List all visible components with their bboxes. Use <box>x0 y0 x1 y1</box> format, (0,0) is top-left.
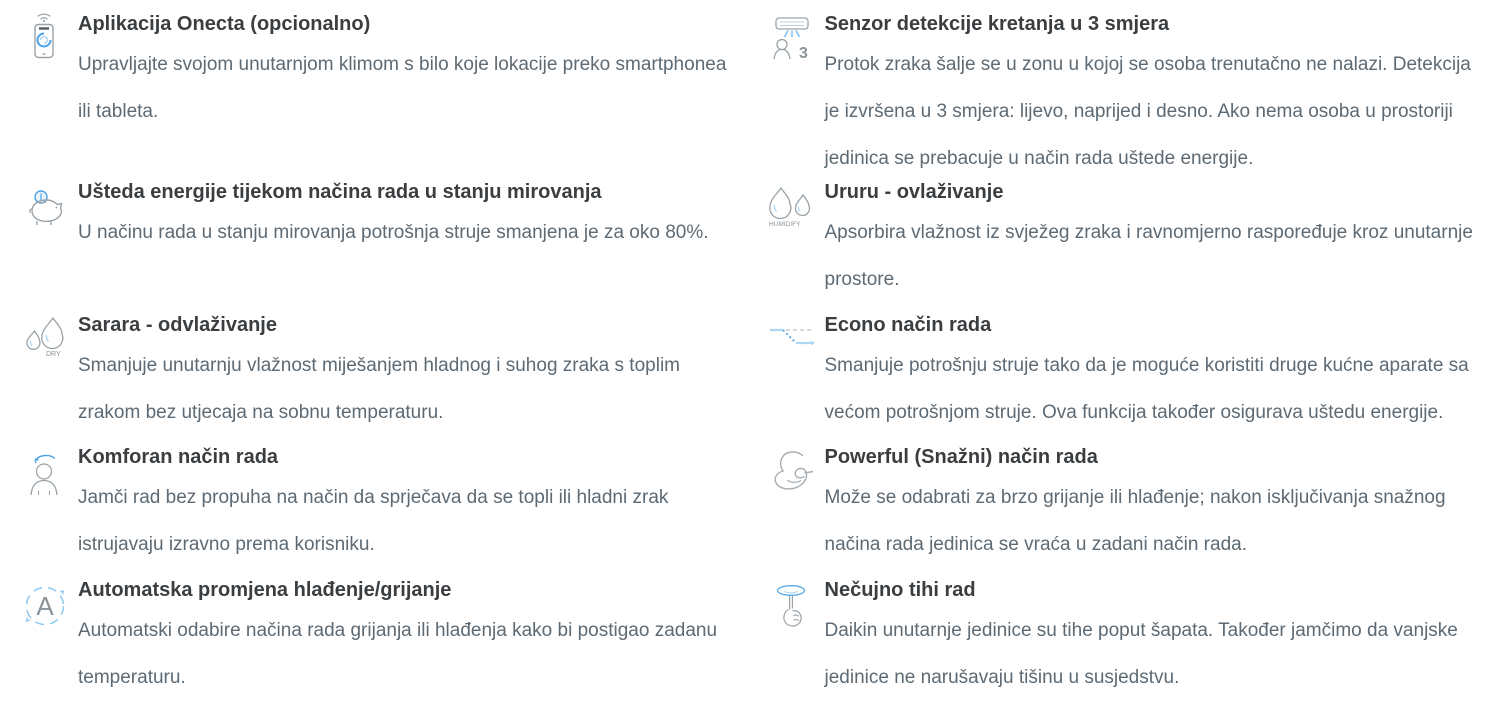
feature-title: Aplikacija Onecta (opcionalno) <box>78 13 371 35</box>
feature-item-econo <box>767 313 1488 445</box>
feature-description: Smanjuje unutarnju vlažnost miješanjem hladnog i suhog zraka s toplim zrakom bez utjecaja na sobnu temperaturu. <box>78 355 680 423</box>
feature-description: Apsorbira vlažnost iz svježeg zraka i ravnomjerno raspoređuje kroz unutarnje prostore. <box>824 222 1473 290</box>
feature-item-motion-sensor <box>767 12 1488 180</box>
dry-drops-icon <box>20 313 78 368</box>
feature-item-auto-changeover <box>20 578 741 701</box>
feature-description: Protok zraka šalje se u zonu u kojoj se osoba trenutačno ne nalazi. Detekcija je izvršena u 3 smjera: lijevo, naprijed i desno. Ako nema osoba u prostoriji jedinica se prebacuje u način rada uštede energije. <box>824 54 1471 169</box>
humidify-drops-icon <box>767 180 825 235</box>
feature-title: Ušteda energije tijekom načina rada u stanju mirovanja <box>78 181 602 203</box>
feature-description: Jamči rad bez propuha na način da sprječava da se topli ili hladni zrak istrujavaju izravno prema korisniku. <box>78 487 669 555</box>
feature-description: Smanjuje potrošnju struje tako da je moguće koristiti druge kućne aparate sa većom potrošnjom struje. Ova funkcija također osigurava uštedu energije. <box>824 355 1469 423</box>
feature-title: Nečujno tihi rad <box>824 579 976 601</box>
econo-graph-icon <box>767 313 825 366</box>
feature-description: Automatski odabire načina rada grijanja ili hlađenja kako bi postigao zadanu temperaturu. <box>78 620 718 688</box>
comfort-person-icon <box>20 445 78 502</box>
feature-title: Powerful (Snažni) način rada <box>824 446 1098 468</box>
feature-item-sarara <box>20 313 741 445</box>
feature-item-quiet <box>767 578 1488 701</box>
feature-item-standby-saving <box>20 180 741 313</box>
feature-title: Econo način rada <box>824 314 992 336</box>
feature-item-powerful <box>767 445 1488 578</box>
quiet-hand-icon <box>767 578 825 639</box>
powerful-arm-icon <box>767 445 825 502</box>
feature-item-onecta <box>20 12 741 180</box>
smartphone-wifi-icon <box>20 12 78 69</box>
feature-description: Može se odabrati za brzo grijanje ili hlađenje; nakon isključivanja snažnog načina rada jedinica se vraća u zadani način rada. <box>824 487 1446 555</box>
feature-title: Sarara - odvlaživanje <box>78 314 277 336</box>
motion-sensor-icon <box>767 12 825 69</box>
auto-letter-label: A <box>36 591 54 621</box>
feature-title: Senzor detekcije kretanja u 3 smjera <box>824 13 1170 35</box>
feature-description: Upravljajte svojom unutarnjom klimom s bilo koje lokacije preko smartphonea ili tableta. <box>78 54 727 122</box>
feature-item-comfort <box>20 445 741 578</box>
feature-item-ururu <box>767 180 1488 313</box>
piggy-bank-icon <box>20 180 78 233</box>
feature-description: Daikin unutarnje jedinice su tihe poput šapata. Također jamčimo da vanjske jedinice ne narušavaju tišinu u susjedstvu. <box>824 620 1458 688</box>
feature-title: Automatska promjena hlađenje/grijanje <box>78 579 452 601</box>
humidify-label: HUMIDIFY <box>768 221 800 228</box>
sensor-count-label: 3 <box>798 45 808 62</box>
feature-title: Ururu - ovlaživanje <box>824 181 1004 203</box>
dry-label: DRY <box>46 351 61 358</box>
feature-description: U načinu rada u stanju mirovanja potrošnja struje smanjena je za oko 80%. <box>78 222 709 243</box>
auto-changeover-icon <box>20 578 78 635</box>
feature-title: Komforan način rada <box>78 446 279 468</box>
